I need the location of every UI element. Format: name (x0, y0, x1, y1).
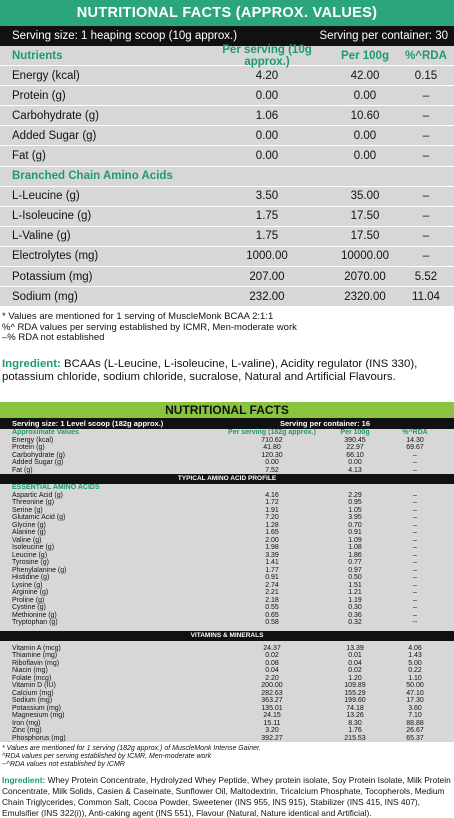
cell-col1: 7.20 (265, 514, 279, 522)
table-row (0, 106, 454, 126)
table-row (0, 559, 454, 567)
cell-col2: 109.89 (344, 682, 366, 690)
cell-col3: – (413, 581, 417, 589)
cell-col0: Electrolytes (mg) (12, 250, 99, 263)
cell-col2: 3.95 (348, 514, 362, 522)
cell-col2: 0.01 (348, 652, 362, 660)
cell-col3: 47.10 (406, 689, 424, 697)
cell-col3: 4.06 (408, 644, 422, 652)
table-row (0, 437, 454, 445)
cell-col1: 2.18 (265, 596, 279, 604)
table-row (0, 452, 454, 460)
cell-col3: – (422, 230, 430, 243)
cell-col3: – (413, 611, 417, 619)
panel2-serving-bar (0, 418, 454, 429)
table-row (0, 567, 454, 575)
cell-col3: – (413, 499, 417, 507)
table-row (0, 459, 454, 467)
note-line: * Values are mentioned for 1 serving of MuscleMonk BCAA 2:1:1 (2, 311, 274, 323)
cell-col0: Methionine (g) (12, 611, 57, 619)
cell-col2: 0.00 (353, 129, 377, 142)
cell-col2: 13.39 (346, 644, 364, 652)
cell-col0: Glycine (g) (12, 521, 46, 529)
cell-col0: Alanine (g) (12, 529, 46, 537)
note-line: %^ RDA values per serving established by ICMR, Men-moderate work (2, 321, 297, 333)
cell-col2: 10000.00 (341, 250, 389, 263)
cell-col0: Folate (mcg) (12, 674, 52, 682)
cell-col0: Niacin (mg) (12, 667, 48, 675)
cell-col1: 0.58 (265, 619, 279, 627)
cell-col2: 155.29 (344, 689, 366, 697)
cell-col2: 74.18 (346, 704, 364, 712)
panel1-title: NUTRITIONAL FACTS (APPROX. VALUES) (0, 0, 454, 26)
cell-col1: 2.74 (265, 581, 279, 589)
cell-col1: 135.01 (261, 704, 283, 712)
cell-col2: 17.50 (350, 230, 380, 243)
cell-col3: 1.43 (408, 652, 422, 660)
panel1-ingredient-text: BCAAs (L-Leucine, L-isoleucine, L-valine), Acidity regulator (INS 330), potassium chloride, sodium chloride, sucralose, Natural and Artificial Flavours. (2, 358, 418, 384)
cell-col2: 215.53 (344, 734, 366, 742)
cell-col1: Per serving (10g approx.) (222, 43, 312, 68)
table-row (0, 86, 454, 106)
cell-col1: 1.98 (265, 544, 279, 552)
cell-col3: – (413, 596, 417, 604)
table-row (0, 705, 454, 713)
cell-col3: 11.04 (412, 290, 440, 303)
cell-col2: 13.26 (346, 712, 364, 720)
cell-col2: 0.91 (348, 529, 362, 537)
table-row (0, 597, 454, 605)
panel2-servings-per-container: Serving per container: 16 (279, 419, 370, 429)
panel1-section-bcaa (0, 167, 454, 187)
cell-col0: Tryptophan (g) (12, 619, 58, 627)
cell-col3: – (413, 491, 417, 499)
cell-col1: 1.75 (255, 210, 279, 223)
cell-col3: – (413, 536, 417, 544)
cell-col1: 0.08 (265, 659, 279, 667)
cell-col1: 0.55 (265, 604, 279, 612)
cell-col0: Carbohydrate (g) (12, 109, 99, 122)
table-row (0, 604, 454, 612)
cell-col0: Arginine (g) (12, 589, 49, 597)
cell-col1: 3.50 (255, 190, 279, 203)
cell-col0: Added Sugar (g) (12, 459, 64, 467)
cell-col1: 1000.00 (246, 250, 288, 263)
note-line: * Values are mentioned for 1 serving (182g approx.) of MuscleMonk Intense Gainer. (2, 745, 262, 753)
cell-col0: Isoleucine (g) (12, 544, 55, 552)
cell-col0: Thiamine (mg) (12, 652, 58, 660)
table-row (0, 467, 454, 475)
cell-col3: %^RDA (402, 429, 428, 437)
cell-col2: 0.00 (353, 89, 377, 102)
table-row (0, 207, 454, 227)
cell-col2: 390.45 (344, 436, 366, 444)
cell-col0: Energy (kcal) (12, 69, 80, 82)
cell-col3: – (413, 559, 417, 567)
cell-col1: 1.28 (265, 521, 279, 529)
cell-col0: Zinc (mg) (12, 727, 42, 735)
cell-col1: 200.00 (261, 682, 283, 690)
cell-col0: L-Leucine (g) (12, 190, 80, 203)
cell-col0: Sodium (mg) (12, 290, 78, 303)
table-row (0, 227, 454, 247)
cell-col1: 0.00 (255, 89, 279, 102)
cell-col1: 3.20 (265, 727, 279, 735)
table-row (0, 267, 454, 287)
panel2-title: NUTRITIONAL FACTS (0, 402, 454, 418)
cell-col3: – (413, 514, 417, 522)
table-row (0, 492, 454, 500)
cell-col1: 1.72 (265, 499, 279, 507)
cell-col1: 120.30 (261, 451, 283, 459)
table-row (0, 287, 454, 307)
note-line: –% RDA not established (2, 332, 105, 344)
table-row (0, 727, 454, 735)
cell-col3: – (422, 150, 430, 163)
cell-col1: 15.11 (263, 719, 281, 727)
table-row (0, 126, 454, 146)
cell-col2: 0.30 (348, 604, 362, 612)
cell-col1: 282.63 (261, 689, 283, 697)
cell-col3: – (413, 574, 417, 582)
cell-col2: 1.86 (348, 551, 362, 559)
table-row (0, 146, 454, 166)
cell-col1: 2.21 (265, 589, 279, 597)
cell-col1: Per serving (182g approx.) (228, 429, 316, 437)
panel2-section-eaa-label: ESSENTIAL AMINO ACIDS (12, 484, 100, 492)
panel1-section-bcaa-label: Branched Chain Amino Acids (12, 170, 173, 183)
panel1-serving-size: Serving size: 1 heaping scoop (10g approx.) (12, 30, 238, 42)
cell-col0: Threonine (g) (12, 499, 55, 507)
cell-col0: Leucine (g) (12, 551, 48, 559)
cell-col3: 0.22 (408, 667, 422, 675)
cell-col0: Phenylalanine (g) (12, 566, 67, 574)
cell-col3: 5.00 (408, 659, 422, 667)
table-row (0, 645, 454, 653)
cell-col0: Potassium (mg) (12, 704, 62, 712)
cell-col3: – (413, 506, 417, 514)
cell-col3: 50.00 (406, 682, 424, 690)
cell-col3: 14.30 (406, 436, 424, 444)
cell-col1: 0.00 (255, 129, 279, 142)
table-row (0, 247, 454, 267)
cell-col1: 1.75 (255, 230, 279, 243)
cell-col3: – (422, 250, 430, 263)
cell-col0: L-Isoleucine (g) (12, 210, 92, 223)
cell-col3: – (413, 521, 417, 529)
cell-col0: Histidine (g) (12, 574, 50, 582)
cell-col2: 1.76 (348, 727, 362, 735)
cell-col0: Glutamic Acid (g) (12, 514, 66, 522)
cell-col0: Vitamin D (IU) (12, 682, 56, 690)
panel1-ingredient-label: Ingredient: (2, 358, 61, 371)
cell-col2: 1.20 (348, 674, 362, 682)
cell-col2: 0.97 (348, 566, 362, 574)
cell-col0: Added Sugar (g) (12, 129, 97, 142)
cell-col2: 2320.00 (344, 290, 386, 303)
cell-col3: 69.67 (406, 444, 424, 452)
cell-col1: 4.20 (255, 69, 279, 82)
cell-col0: Carbohydrate (g) (12, 451, 65, 459)
cell-col0: Tyrosine (g) (12, 559, 49, 567)
panel1-header-row (0, 43, 454, 68)
cell-col3: – (413, 566, 417, 574)
table-row (0, 522, 454, 530)
cell-col3: – (422, 109, 430, 122)
panel1-ingredients (0, 354, 454, 400)
cell-col0: Approximate Values (12, 429, 79, 437)
panel1-notes (0, 307, 454, 354)
cell-col1: 41.80 (263, 444, 281, 452)
table-row (0, 612, 454, 620)
panel2-ingredient-label: Ingredient: (2, 775, 46, 786)
cell-col3: – (413, 551, 417, 559)
table-row (0, 574, 454, 582)
cell-col1: 0.04 (265, 667, 279, 675)
cell-col2: 1.08 (348, 544, 362, 552)
cell-col2: 0.70 (348, 521, 362, 529)
cell-col3: 5.52 (414, 270, 438, 283)
cell-col3: 17.30 (406, 697, 424, 705)
cell-col3: – (422, 190, 430, 203)
cell-col0: Phosphorus (mg) (12, 734, 66, 742)
cell-col2: 4.13 (348, 466, 362, 474)
table-row (0, 187, 454, 207)
cell-col1: 3.39 (265, 551, 279, 559)
cell-col2: 10.60 (350, 109, 380, 122)
cell-col1: 363.27 (261, 697, 283, 705)
cell-col2: 2.29 (348, 491, 362, 499)
cell-col0: Protein (g) (12, 89, 66, 102)
cell-col2: 0.77 (348, 559, 362, 567)
table-row (0, 507, 454, 515)
cell-col2: 0.32 (348, 619, 362, 627)
table-row (0, 735, 454, 743)
cell-col2: Per 100g (340, 429, 370, 437)
cell-col0: Calcium (mg) (12, 689, 54, 697)
cell-col0: Protein (g) (12, 444, 45, 452)
cell-col1: 0.91 (265, 574, 279, 582)
cell-col1: 392.27 (261, 734, 283, 742)
table-row (0, 66, 454, 86)
cell-col3: 7.10 (408, 712, 422, 720)
cell-col2: 35.00 (350, 190, 380, 203)
cell-col2: 1.09 (348, 536, 362, 544)
table-row (0, 690, 454, 698)
cell-col0: Valine (g) (12, 536, 42, 544)
cell-col3: – (413, 466, 417, 474)
cell-col1: 1.06 (255, 109, 279, 122)
gainer-nutrition-panel (0, 402, 454, 818)
cell-col1: 1.91 (265, 506, 279, 514)
cell-col3: – (413, 459, 417, 467)
cell-col0: Energy (kcal) (12, 436, 54, 444)
cell-col2: 0.02 (348, 667, 362, 675)
cell-col0: Lysine (g) (12, 581, 43, 589)
cell-col1: 232.00 (249, 290, 285, 303)
cell-col0: Nutrients (12, 49, 63, 62)
cell-col0: Riboflavin (mg) (12, 659, 60, 667)
table-row (0, 444, 454, 452)
vitamins-minerals-band: VITAMINS & MINERALS (0, 631, 454, 641)
cell-col2: 0.36 (348, 611, 362, 619)
cell-col3: – (413, 451, 417, 459)
cell-col2: 17.50 (350, 210, 380, 223)
table-row (0, 552, 454, 560)
cell-col3: – (413, 544, 417, 552)
cell-col2: 8.30 (348, 719, 362, 727)
cell-col2: 2070.00 (344, 270, 386, 283)
cell-col0: Magnesium (mg) (12, 712, 65, 720)
cell-col0: Proline (g) (12, 596, 45, 604)
cell-col2: 0.50 (348, 574, 362, 582)
cell-col0: Aspartic Acid (g) (12, 491, 63, 499)
cell-col0: Serine (g) (12, 506, 43, 514)
cell-col3: 26.67 (406, 727, 424, 735)
note-line: --^RDA values not established by ICMR (2, 761, 125, 769)
table-row (0, 514, 454, 522)
panel2-serving-size: Serving size: 1 Level scoop (182g approx.) (12, 419, 164, 429)
cell-col2: 22.97 (346, 444, 364, 452)
table-row (0, 675, 454, 683)
cell-col2: 199.60 (344, 697, 366, 705)
cell-col1: 1.77 (265, 566, 279, 574)
table-row (0, 652, 454, 660)
cell-col1: 2.00 (265, 536, 279, 544)
cell-col2: 0.00 (348, 459, 362, 467)
cell-col3: – (413, 589, 417, 597)
cell-col1: 24.37 (263, 644, 281, 652)
bcaa-nutrition-panel (0, 0, 454, 400)
cell-col2: 1.05 (348, 506, 362, 514)
cell-col3: – (422, 129, 430, 142)
cell-col3: 3.60 (408, 704, 422, 712)
cell-col3: 88.88 (406, 719, 424, 727)
cell-col0: Vitamin A (mcg) (12, 644, 61, 652)
cell-col1: 207.00 (249, 270, 285, 283)
table-row (0, 660, 454, 668)
cell-col1: 1.41 (265, 559, 279, 567)
cell-col1: 24.15 (263, 712, 281, 720)
table-row (0, 499, 454, 507)
cell-col3: 0.15 (414, 69, 438, 82)
cell-col2: 1.21 (348, 589, 362, 597)
cell-col3: 65.37 (406, 734, 424, 742)
cell-col2: 42.00 (350, 69, 380, 82)
cell-col1: 7.52 (265, 466, 279, 474)
cell-col2: 0.00 (353, 150, 377, 163)
cell-col3: – (413, 604, 417, 612)
cell-col3: %^RDA (405, 49, 447, 62)
cell-col0: Potassium (mg) (12, 270, 93, 283)
cell-col1: 2.20 (265, 674, 279, 682)
cell-col2: 1.51 (348, 581, 362, 589)
cell-col1: 0.65 (265, 611, 279, 619)
table-row (0, 589, 454, 597)
cell-col0: Iron (mg) (12, 719, 41, 727)
table-row (0, 682, 454, 690)
table-row (0, 697, 454, 705)
cell-col1: 0.02 (265, 652, 279, 660)
panel2-nutrient-table (0, 429, 454, 742)
cell-col1: 1.65 (265, 529, 279, 537)
panel2-ingredients (0, 773, 454, 818)
panel2-notes (0, 742, 454, 773)
cell-col0: Fat (g) (12, 150, 46, 163)
table-row (0, 619, 454, 627)
panel2-section-eaa (0, 484, 454, 492)
table-row (0, 712, 454, 720)
cell-col1: 710.62 (261, 436, 283, 444)
cell-col2: 1.19 (348, 596, 362, 604)
cell-col0: Sodium (mg) (12, 697, 53, 705)
cell-col2: 0.04 (348, 659, 362, 667)
cell-col1: 0.00 (255, 150, 279, 163)
panel2-ingredient-text: Whey Protein Concentrate, Hydrolyzed Whey Peptide, Whey protein isolate, Soy Protein Isolate, Milk Protein Concentrate, Milk Solids, Casien & Caseinate, Sunflower Oil, Maltodextrin, Tricalcium Phosphate, Tocopherols, Medium Chain Triglycerides, Common Salt, Cocoa Powder, Sweetener (INS 955, INS 915), Stabilizer (INS 415, INS 407), Emulsifier (INS 322(i)), Anti-caking agent (INS 551), Flavour (Natural, Nature identical and Artificial). (2, 775, 451, 818)
cell-col1: 0.00 (265, 459, 279, 467)
cell-col3: – (422, 89, 430, 102)
table-row (0, 544, 454, 552)
amino-profile-band: TYPICAL AMINO ACID PROFILE (0, 474, 454, 484)
panel1-servings-per-container: Serving per container: 30 (319, 30, 448, 42)
cell-col3: -- (412, 619, 418, 627)
cell-col2: Per 100g (341, 49, 389, 62)
panel1-nutrient-table (0, 43, 454, 307)
cell-col3: 1.10 (408, 674, 422, 682)
table-row (0, 582, 454, 590)
cell-col2: 66.10 (346, 451, 364, 459)
panel2-header-row (0, 429, 454, 437)
cell-col0: Fat (g) (12, 466, 33, 474)
cell-col3: – (413, 529, 417, 537)
table-row (0, 667, 454, 675)
table-row (0, 529, 454, 537)
cell-col1: 4.16 (265, 491, 279, 499)
cell-col2: 0.95 (348, 499, 362, 507)
table-row (0, 537, 454, 545)
note-line: ^RDA values per serving established by ICMR, Men-moderate work (2, 753, 212, 761)
cell-col0: L-Valine (g) (12, 230, 71, 243)
cell-col0: Cystine (g) (12, 604, 46, 612)
cell-col3: – (422, 210, 430, 223)
table-row (0, 720, 454, 728)
